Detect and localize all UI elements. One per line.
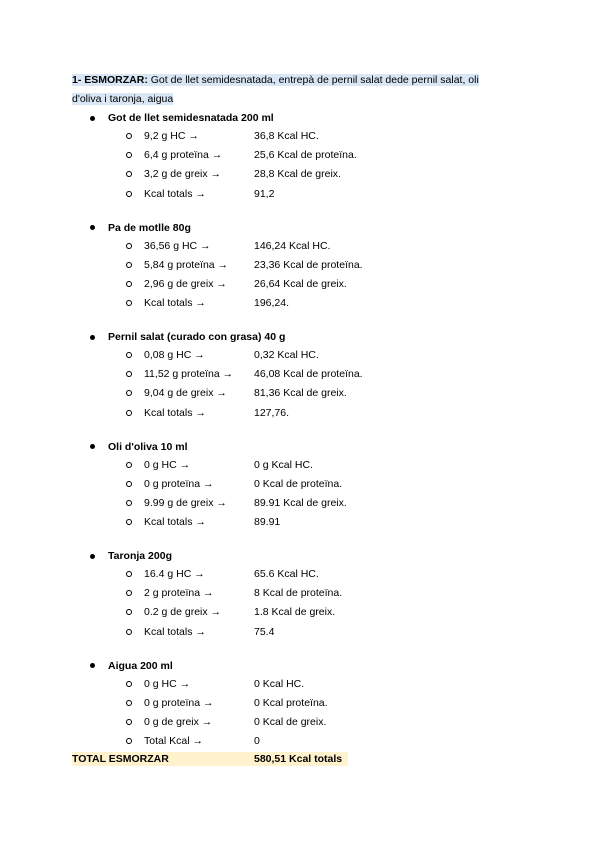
bullet-icon — [90, 663, 95, 668]
nutrient-row — [126, 257, 363, 273]
circle-bullet-icon — [126, 500, 132, 506]
food-title-text: Pernil salat (curado con grasa) 40 g — [108, 331, 286, 343]
nutrient-row — [126, 347, 319, 363]
circle-bullet-icon — [126, 719, 132, 725]
bullet-icon — [90, 116, 95, 121]
circle-bullet-icon — [126, 191, 132, 197]
nutrient-quantity: 0 g HC → — [144, 458, 191, 471]
circle-bullet-icon — [126, 481, 132, 487]
intro-paragraph — [72, 71, 536, 109]
nutrient-quantity: 36,56 g HC → — [144, 239, 211, 252]
nutrient-row — [126, 166, 341, 182]
nutrient-kcal: 0 g Kcal HC. — [254, 458, 313, 471]
nutrient-quantity: Kcal totals → — [144, 516, 206, 529]
nutrient-row — [126, 514, 281, 530]
nutrient-quantity: 2,96 g de greix → — [144, 277, 227, 290]
nutrient-quantity: 0 g proteïna → — [144, 477, 214, 490]
nutrient-row — [126, 676, 305, 692]
circle-bullet-icon — [126, 738, 132, 744]
food-title-text: Aigua 200 ml — [108, 659, 173, 672]
total-label: TOTAL ESMORZAR — [72, 753, 169, 765]
nutrient-row — [126, 566, 319, 582]
circle-bullet-icon — [126, 519, 132, 525]
nutrient-kcal: 0 Kcal de greix. — [254, 715, 327, 728]
nutrient-row — [126, 128, 319, 144]
nutrient-kcal: 1.8 Kcal de greix. — [254, 606, 336, 619]
nutrient-quantity: 11,52 g proteïna → — [144, 368, 234, 381]
nutrient-kcal: 28,8 Kcal de greix. — [254, 168, 341, 181]
circle-bullet-icon — [126, 243, 132, 249]
nutrient-quantity: 3,2 g de greix → — [144, 168, 222, 181]
nutrient-row — [126, 714, 327, 730]
circle-bullet-icon — [126, 681, 132, 687]
circle-bullet-icon — [126, 700, 132, 706]
nutrient-quantity: 0 g proteïna → — [144, 696, 214, 709]
food-title — [90, 439, 188, 455]
circle-bullet-icon — [126, 390, 132, 396]
nutrient-row — [126, 495, 347, 511]
nutrient-row — [126, 733, 260, 749]
nutrient-row — [126, 585, 343, 601]
nutrient-kcal: 0 — [254, 735, 260, 748]
nutrient-kcal: 91,2 — [254, 187, 275, 200]
nutrient-kcal: 196,24. — [254, 297, 290, 310]
nutrient-quantity: 9,2 g HC → — [144, 130, 199, 142]
food-title-text: Oli d'oliva 10 ml — [108, 440, 188, 453]
nutrient-kcal: 75.4 — [254, 625, 275, 638]
bullet-icon — [90, 335, 95, 340]
circle-bullet-icon — [126, 590, 132, 596]
bullet-icon — [90, 554, 95, 559]
circle-bullet-icon — [126, 262, 132, 268]
nutrient-kcal: 0 Kcal HC. — [254, 677, 305, 690]
nutrient-kcal: 8 Kcal de proteïna. — [254, 587, 343, 600]
nutrient-quantity: Kcal totals → — [144, 625, 206, 638]
bullet-icon — [90, 225, 95, 230]
nutrient-kcal: 26,64 Kcal de greix. — [254, 277, 347, 290]
nutrient-quantity: 0 g HC → — [144, 677, 191, 690]
food-title — [90, 329, 285, 345]
nutrient-kcal: 0,32 Kcal HC. — [254, 349, 319, 361]
nutrient-kcal: 146,24 Kcal HC. — [254, 239, 331, 252]
bullet-icon — [90, 444, 95, 449]
nutrient-quantity: 9.99 g de greix → — [144, 496, 227, 509]
circle-bullet-icon — [126, 171, 132, 177]
nutrient-kcal: 46,08 Kcal de proteïna. — [254, 368, 363, 381]
food-title — [90, 220, 191, 236]
nutrient-kcal: 0 Kcal proteïna. — [254, 696, 328, 709]
nutrient-kcal: 65.6 Kcal HC. — [254, 568, 319, 580]
nutrient-quantity: Kcal totals → — [144, 187, 206, 200]
nutrient-quantity: 2 g proteïna → — [144, 587, 214, 600]
nutrient-row — [126, 238, 331, 254]
nutrient-kcal: 81,36 Kcal de greix. — [254, 387, 347, 400]
nutrient-quantity: Total Kcal → — [144, 735, 203, 748]
circle-bullet-icon — [126, 281, 132, 287]
total-value: 580,51 Kcal totals — [254, 753, 343, 765]
nutrient-kcal: 0 Kcal de proteïna. — [254, 477, 343, 490]
intro-highlight — [72, 74, 479, 105]
nutrient-kcal: 23,36 Kcal de proteïna. — [254, 258, 363, 271]
food-title-text: Got de llet semidesnatada 200 ml — [108, 112, 274, 124]
nutrient-row — [126, 604, 336, 620]
nutrient-row — [126, 457, 313, 473]
nutrient-row — [126, 476, 343, 492]
food-title-text: Taronja 200g — [108, 550, 172, 562]
nutrient-quantity: Kcal totals → — [144, 406, 206, 419]
nutrient-row — [126, 405, 290, 421]
food-title — [90, 110, 274, 126]
nutrient-row — [126, 186, 275, 202]
circle-bullet-icon — [126, 352, 132, 358]
nutrient-row — [126, 385, 347, 401]
nutrient-kcal: 89.91 — [254, 516, 281, 529]
intro-line-1: Got de llet semidesnatada, entrepà de pernil salat dede pernil salat, oli — [147, 74, 479, 86]
nutrient-row — [126, 624, 275, 640]
food-title-text: Pa de motlle 80g — [108, 221, 191, 234]
circle-bullet-icon — [126, 152, 132, 158]
circle-bullet-icon — [126, 629, 132, 635]
circle-bullet-icon — [126, 133, 132, 139]
nutrient-row — [126, 147, 357, 163]
nutrient-row — [126, 276, 347, 292]
nutrient-row — [126, 295, 290, 311]
nutrient-kcal: 127,76. — [254, 406, 290, 419]
circle-bullet-icon — [126, 410, 132, 416]
nutrient-quantity: 0 g de greix → — [144, 715, 213, 728]
nutrient-kcal: 89.91 Kcal de greix. — [254, 496, 347, 509]
circle-bullet-icon — [126, 609, 132, 615]
nutrient-quantity: 16.4 g HC → — [144, 568, 205, 580]
nutrient-row — [126, 366, 363, 382]
circle-bullet-icon — [126, 371, 132, 377]
nutrient-quantity: 5,84 g proteïna → — [144, 258, 229, 271]
nutrient-quantity: 0.2 g de greix → — [144, 606, 222, 619]
nutrient-quantity: 0,08 g HC → — [144, 349, 205, 361]
nutrient-kcal: 36,8 Kcal HC. — [254, 130, 319, 142]
circle-bullet-icon — [126, 571, 132, 577]
nutrient-row — [126, 695, 328, 711]
circle-bullet-icon — [126, 300, 132, 306]
total-row — [72, 752, 348, 766]
meal-heading: 1- ESMORZAR: — [72, 74, 148, 86]
circle-bullet-icon — [126, 462, 132, 468]
nutrient-quantity: 9,04 g de greix → — [144, 387, 227, 400]
nutrient-quantity: Kcal totals → — [144, 297, 206, 310]
nutrient-kcal: 25,6 Kcal de proteïna. — [254, 149, 357, 162]
food-title — [90, 658, 173, 674]
food-title — [90, 548, 172, 564]
nutrient-quantity: 6,4 g proteïna → — [144, 149, 223, 162]
intro-line-2: d'oliva i taronja, aigua — [72, 93, 174, 105]
